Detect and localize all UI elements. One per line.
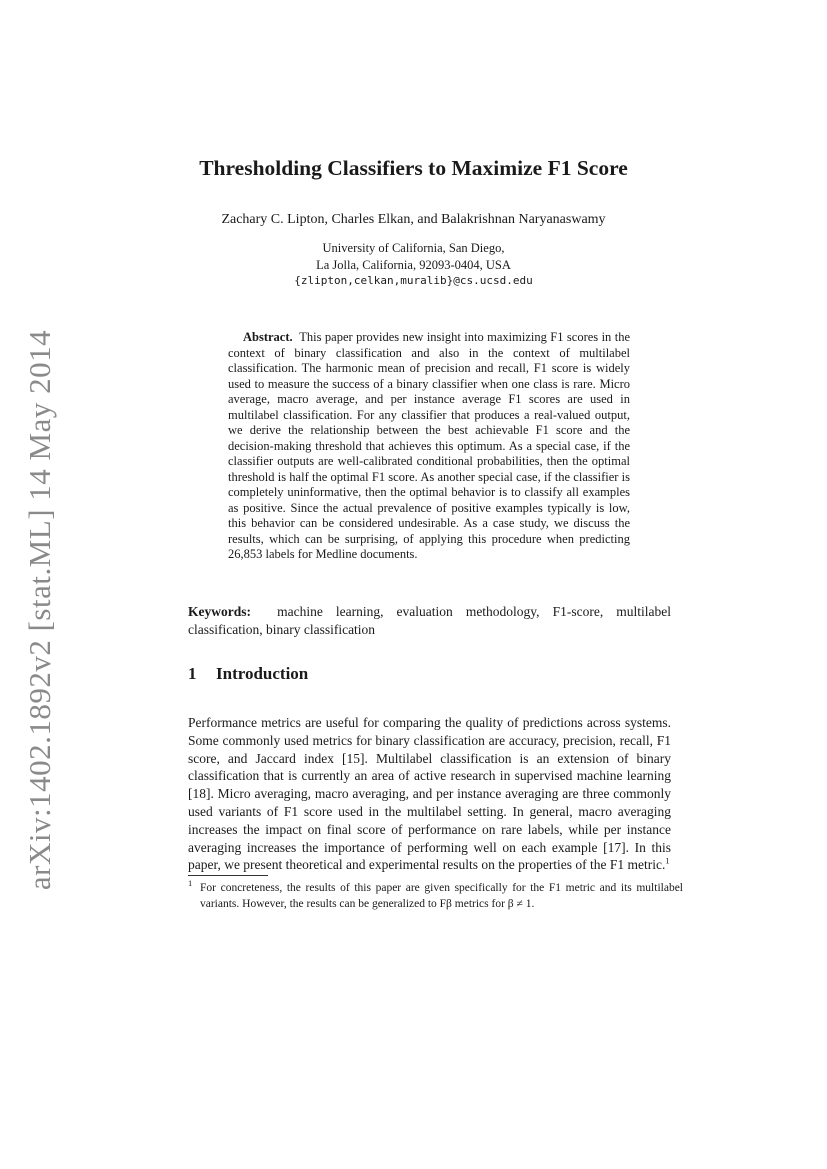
author-emails: {zlipton,celkan,muralib}@cs.ucsd.edu xyxy=(294,274,533,287)
arxiv-stamp: arXiv:1402.1892v2 [stat.ML] 14 May 2014 xyxy=(22,329,57,891)
abstract xyxy=(228,330,630,563)
keywords-text: machine learning, evaluation methodology, F1-score, multilabel classification, binary classification xyxy=(188,604,672,637)
footnote-reference[interactable]: 1 xyxy=(665,855,670,866)
intro-text: Performance metrics are useful for comparing the quality of predictions across systems. Some commonly used metrics for binary classification are accuracy, precision, recall, F1 score, and Jaccard index [15]. Multilabel classification is an extension of binary classification that is currently an area of active research in supervised machine learning [18]. Micro averaging, macro averaging, and per instance averaging are three commonly used variants of F1 score used in the multilabel setting. In general, macro averaging increases the impact on final score of performance on rare labels, while per instance averaging increases the importance of performing well on each example [17]. In this paper, we present theoretical and experimental results on the properties of the F1 metric. xyxy=(188,715,671,873)
section-heading xyxy=(188,664,308,684)
footnote: $^1$ For concreteness, the results of this paper are given specifically for the F1 metric and its multilabel variants. However, the results can be generalized to Fβ metrics for β ≠ 1. xyxy=(188,878,683,910)
abstract-text: This paper provides new insight into maximizing F1 scores in the context of binary classification and also in the context of multilabel classification. The harmonic mean of precision and recall, F1 score is widely used to measure the success of a binary classifier when one class is rare. Micro average, macro average, and per instance average F1 scores are used in multilabel classification. For any classifier that produces a real-valued output, we derive the relationship between the best achievable F1 score and the decision-making threshold that achieves this optimum. As a special case, if the classifier outputs are well-calibrated conditional probabilities, then the optimal threshold is half the optimal F1 score. As another special case, if the classifier is completely uninformative, then the optimal behavior is to classify all examples as positive. Since the actual prevalence of positive examples typically is low, this behavior can be considered undesirable. As a case study, we discuss the results, which can be surprising, of applying this procedure when predicting 26,853 labels for Medline documents. xyxy=(228,330,630,561)
footnote-divider xyxy=(188,875,268,876)
abstract-label: Abstract. xyxy=(243,330,293,344)
affiliation xyxy=(0,240,827,290)
affiliation-line-1: University of California, San Diego, xyxy=(322,241,505,255)
intro-paragraph xyxy=(188,714,671,874)
keywords-label: Keywords: xyxy=(188,604,251,619)
paper-title: Thresholding Classifiers to Maximize F1 Score xyxy=(199,156,628,180)
section-number: 1 xyxy=(188,664,197,683)
affiliation-line-2: La Jolla, California, 92093-0404, USA xyxy=(316,257,511,272)
footnote-text: For concreteness, the results of this paper are given specifically for the F1 metric and its multilabel variants. However, the results can be generalized to Fβ metrics for β ≠ 1. xyxy=(200,882,683,910)
author-list: Zachary C. Lipton, Charles Elkan, and Balakrishnan Naryanaswamy xyxy=(221,212,606,227)
keywords xyxy=(188,603,671,639)
section-title: Introduction xyxy=(216,664,309,683)
